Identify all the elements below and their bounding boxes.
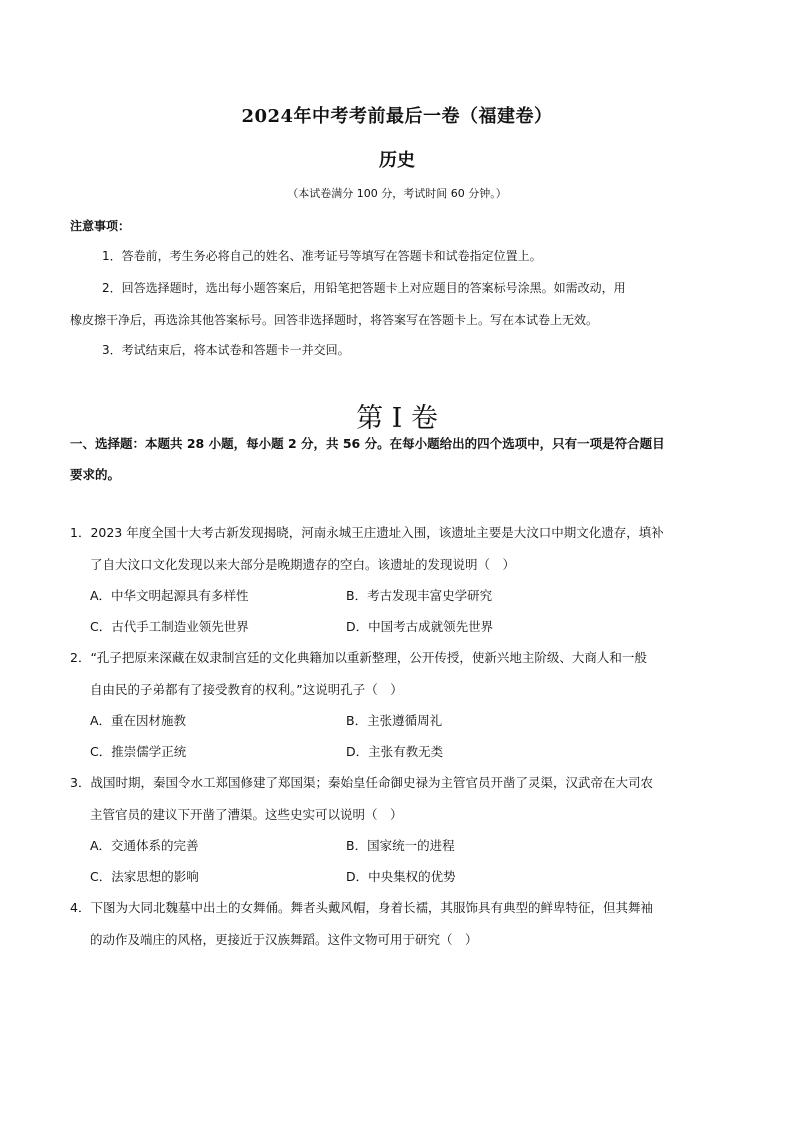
page-title: 2024年中考考前最后一卷（福建卷） xyxy=(241,106,553,127)
section-heading: 一、选择题：本题共 28 小题，每小题 2 分，共 56 分。在每小题给出的四个选项中，只有一项是符合题目 xyxy=(70,436,665,451)
note-item: 3．考试结束后，将本试卷和答题卡一并交回。 xyxy=(102,343,350,357)
section-heading-continued: 要求的。 xyxy=(70,467,121,482)
question-1-option-a: A．中华文明起源具有多样性 xyxy=(90,588,249,603)
part-title: 第 I 卷 xyxy=(356,403,438,434)
question-3-option-a: A．交通体系的完善 xyxy=(90,838,199,853)
question-1-option-b: B．考古发现丰富史学研究 xyxy=(346,588,493,603)
question-4-text-continued: 的动作及端庄的风格，更接近于汉族舞蹈。这件文物可用于研究（ ） xyxy=(90,932,478,947)
subject-title: 历史 xyxy=(379,150,415,171)
note-item-continued: 橡皮擦干净后，再选涂其他答案标号。回答非选择题时，将答案写在答题卡上。写在本试卷上无效。 xyxy=(70,313,599,327)
question-1-text-continued: 了自大汶口文化发现以来大部分是晚期遗存的空白。该遗址的发现说明（ ） xyxy=(90,557,516,572)
exam-info: （本试卷满分 100 分，考试时间 60 分钟。） xyxy=(287,187,507,200)
question-1-text: 1．2023 年度全国十大考古新发现揭晓，河南永城王庄遗址入围，该遗址主要是大汶口中期文化遗存，填补 xyxy=(70,525,664,540)
question-2-text-continued: 自由民的子弟都有了接受教育的权利。”这说明孔子（ ） xyxy=(90,682,403,697)
question-1-option-c: C．古代手工制造业领先世界 xyxy=(90,619,249,634)
question-2-option-b: B．主张遵循周礼 xyxy=(346,713,443,728)
notes-heading: 注意事项： xyxy=(70,219,131,233)
question-2-option-c: C．推崇儒学正统 xyxy=(90,744,187,759)
question-3-option-c: C．法家思想的影响 xyxy=(90,869,199,884)
question-4-text: 4．下图为大同北魏墓中出土的女舞俑。舞者头戴风帽，身着长襦，其服饰具有典型的鲜卑特征，但其舞袖 xyxy=(70,900,653,915)
question-3-text: 3．战国时期，秦国令水工郑国修建了郑国渠；秦始皇任命御史禄为主管官员开凿了灵渠，汉武帝在大司农 xyxy=(70,775,653,790)
question-1-option-d: D．中国考古成就领先世界 xyxy=(346,619,494,634)
question-2-option-d: D．主张有教无类 xyxy=(346,744,444,759)
question-2-text: 2．“孔子把原来深藏在奴隶制宫廷的文化典籍加以重新整理，公开传授，使新兴地主阶级、大商人和一般 xyxy=(70,650,647,665)
question-3-option-b: B．国家统一的进程 xyxy=(346,838,455,853)
question-2-option-a: A．重在因材施教 xyxy=(90,713,187,728)
question-3-option-d: D．中央集权的优势 xyxy=(346,869,456,884)
question-3-text-continued: 主管官员的建议下开凿了漕渠。这些史实可以说明（ ） xyxy=(90,807,403,822)
note-item: 2．回答选择题时，选出每小题答案后，用铅笔把答题卡上对应题目的答案标号涂黑。如需改动，用 xyxy=(102,281,626,295)
note-item: 1．答卷前，考生务必将自己的姓名、准考证号等填写在答题卡和试卷指定位置上。 xyxy=(102,249,542,263)
